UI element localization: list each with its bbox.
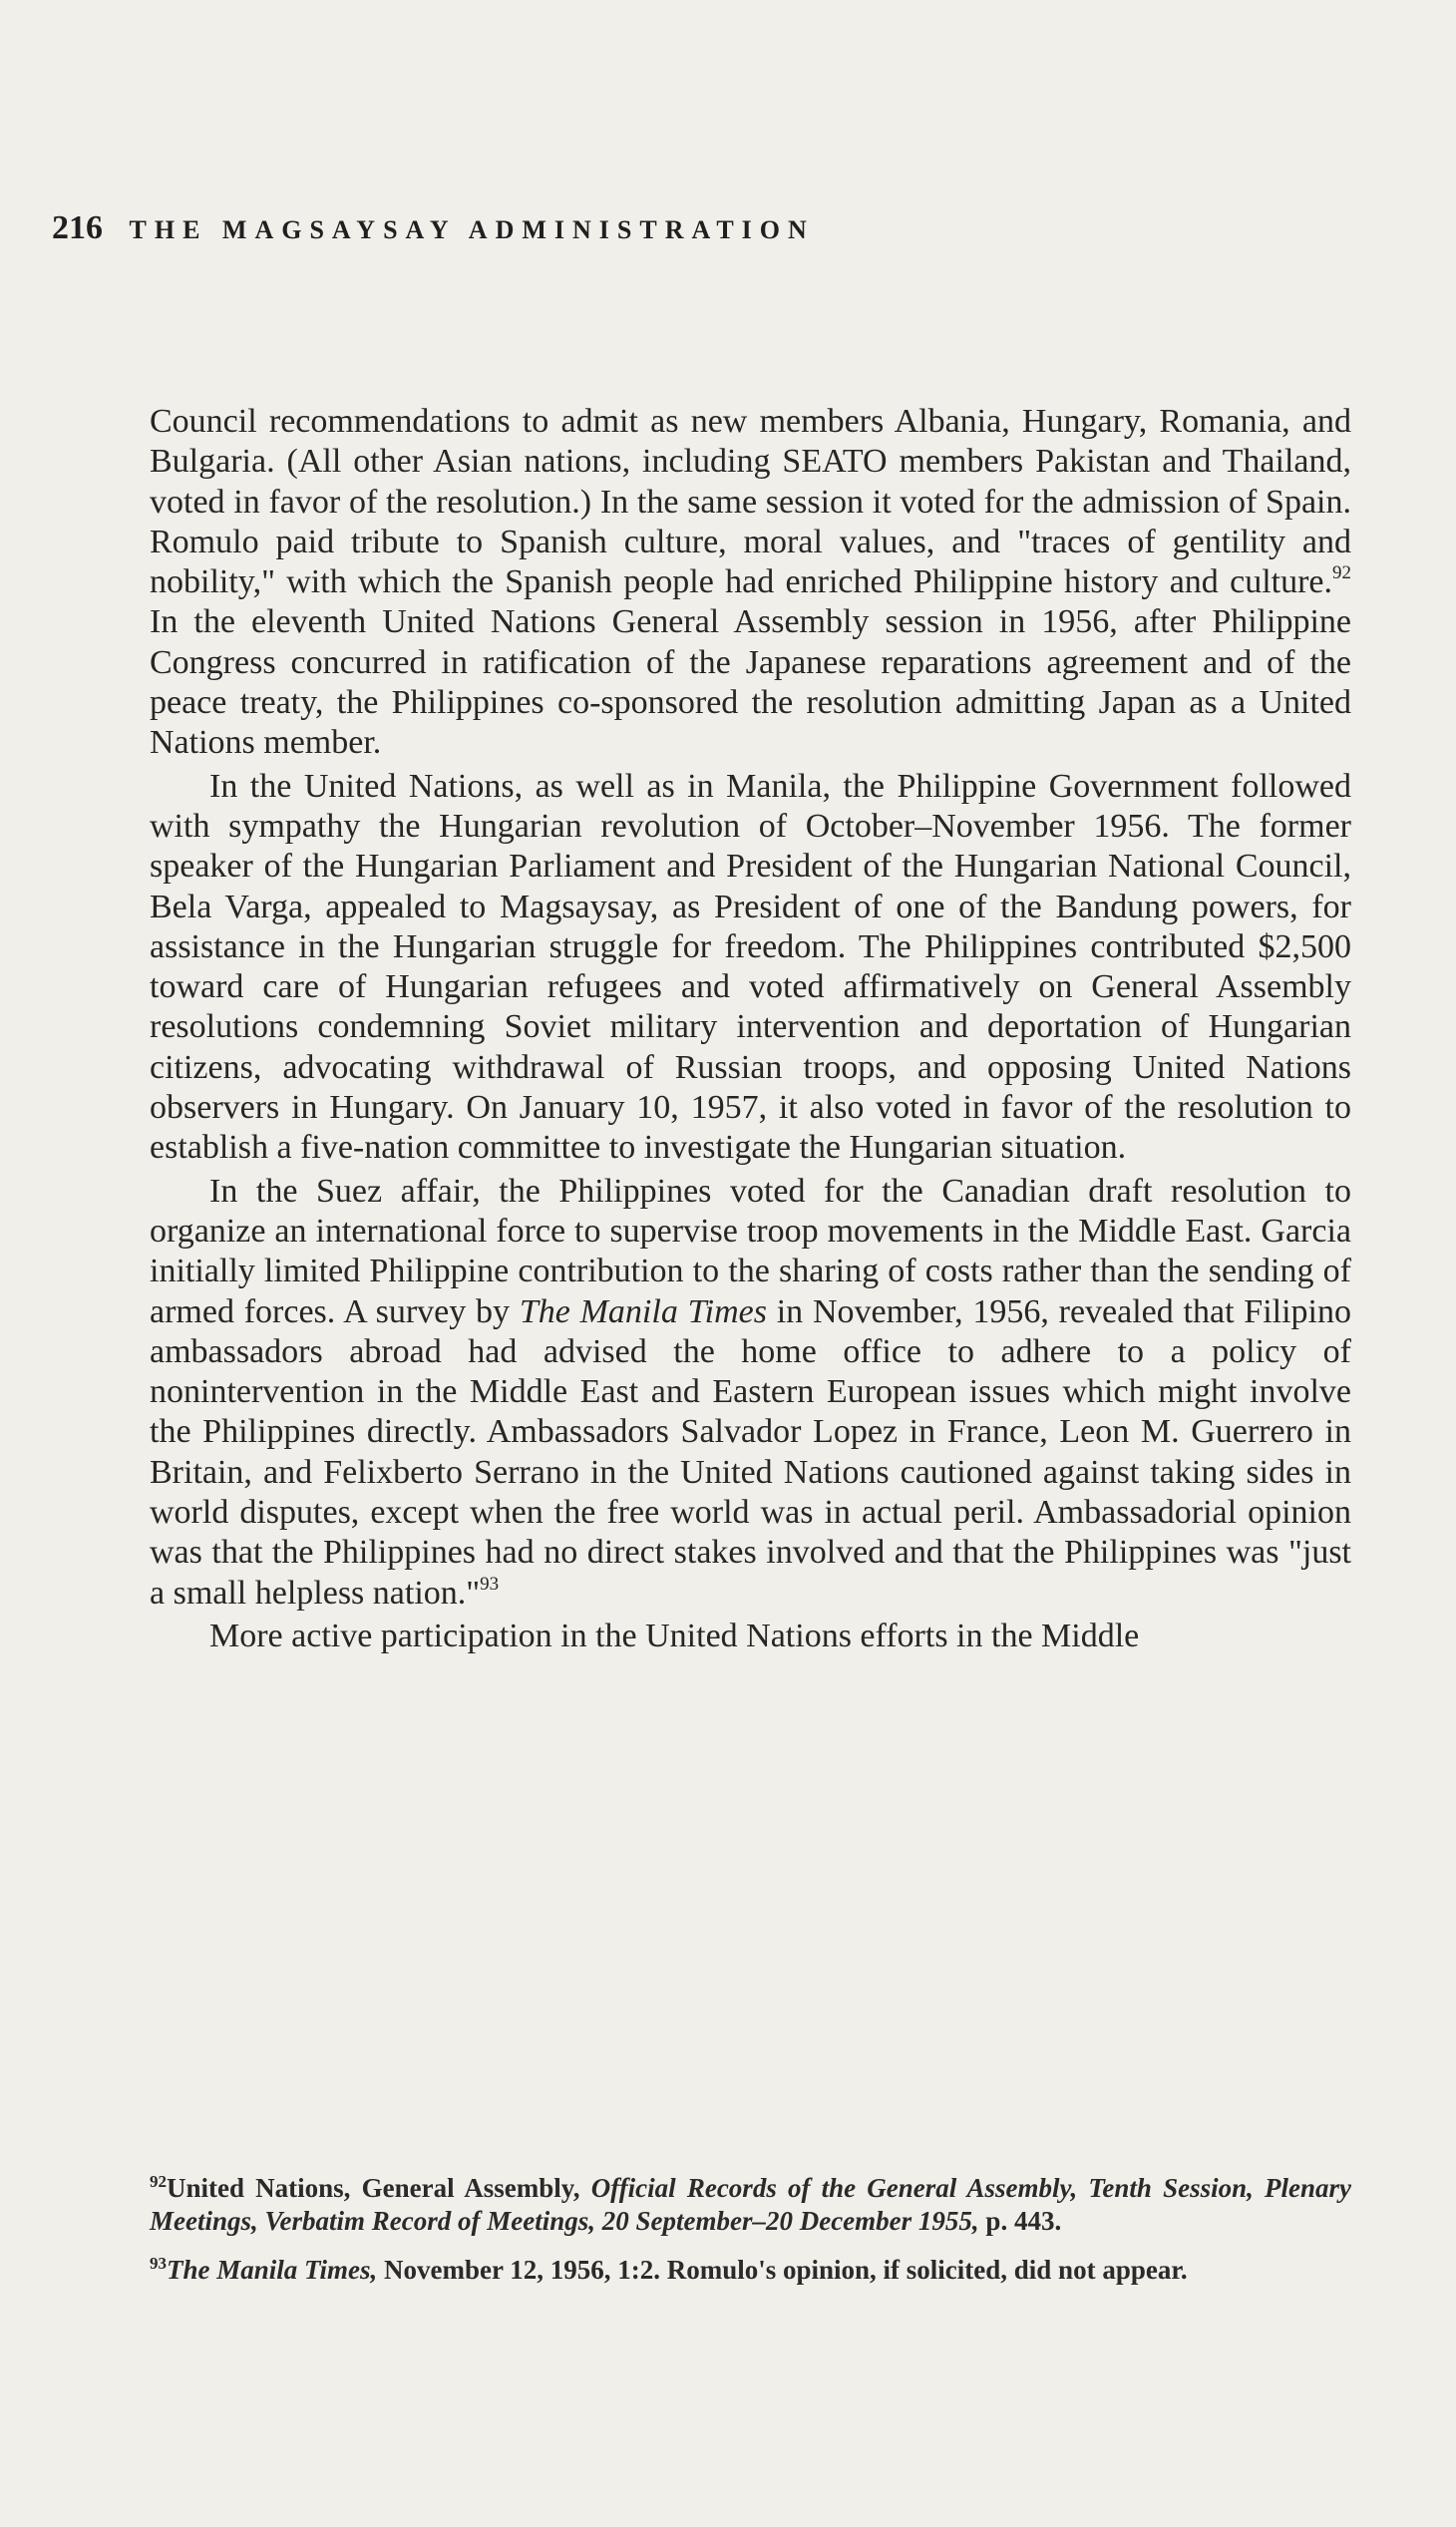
paragraph: In the United Nations, as well as in Manila, the Philippine Government followed with sympathy the Hungarian revolution of October–November 1956. The former speaker of the Hungarian Parliament and President of the Hungarian National Council, Bela Varga, appealed to Magsaysay, as President of one of the Bandung powers, for assistance in the Hungarian struggle for freedom. The Philippines contributed $2,500 toward care of Hungarian refugees and voted affirmatively on General Assembly resolutions condemning Soviet military intervention and deportation of Hungarian citizens, advocating withdrawal of Russian troops, and opposing United Nations observers in Hungary. On January 10, 1957, it also voted in favor of the resolution to establish a five-nation committee to investigate the Hungarian situation.	[150, 767, 1351, 1167]
running-head	[52, 209, 1348, 247]
italic-title: The Manila Times	[519, 1292, 767, 1330]
footnote-italic: The Manila Times,	[167, 2255, 378, 2285]
paragraph	[150, 1172, 1351, 1614]
footnote-text: p. 443.	[978, 2206, 1062, 2236]
paragraph-text: In the Suez affair, the Philippines voted for the Canadian draft resolution to organize an international force to supervise troop movements in the Middle East. Garcia initially limited Philippine contribution to the sharing of costs rather than the sending of armed forces. A survey by	[150, 1172, 1351, 1330]
paragraph-text: In the eleventh United Nations General Assembly session in 1956, after Philippine Congress concurred in ratification of the Japanese reparations agreement and of the peace treaty, the Philippines co-sponsored the resolution admitting Japan as a United Nations member.	[150, 603, 1351, 762]
paragraph	[150, 402, 1351, 764]
footnote-text: November 12, 1956, 1:2. Romulo's opinion, if solicited, did not appear.	[377, 2255, 1188, 2285]
footnote-ref: 92	[1332, 562, 1351, 584]
footnote-mark: 93	[150, 2254, 167, 2273]
footnote-text: United Nations, General Assembly,	[167, 2173, 591, 2203]
footnote	[150, 2254, 1351, 2287]
paragraph-text: in November, 1956, revealed that Filipino ambassadors abroad had advised the home office to adhere to a policy of nonintervention in the Middle East and Eastern European issues which might involve the Philippines directly. Ambassadors Salvador Lopez in France, Leon M. Guerrero in Britain, and Felixberto Serrano in the United Nations cautioned against taking sides in world disputes, except when the free world was in actual peril. Ambassadorial opinion was that the Philippines had no direct stakes involved and that the Philippines was "just a small helpless nation."	[150, 1292, 1351, 1612]
footnote-italic: Official Records of the General Assembly, Tenth Session, Plenary Meetings, Verbatim Record of Meetings, 20 September–20 December 1955,	[150, 2173, 1351, 2236]
paragraph: More active participation in the United Nations efforts in the Middle	[209, 1617, 1140, 1654]
footnote-ref: 93	[480, 1573, 500, 1595]
page-number: 216	[52, 209, 103, 246]
footnotes	[150, 2172, 1351, 2303]
body-text	[150, 402, 1351, 1656]
running-title: THE MAGSAYSAY ADMINISTRATION	[129, 215, 815, 244]
footnote-mark: 92	[150, 2172, 167, 2191]
footnote	[150, 2172, 1351, 2238]
paragraph-text: Council recommendations to admit as new members Albania, Hungary, Romania, and Bulgaria. (All other Asian nations, including SEATO members Pakistan and Thailand, voted in favor of the resolution.) In the same session it voted for the admission of Spain. Romulo paid tribute to Spanish culture, moral values, and "traces of gentility and nobility," with which the Spanish people had enriched Philippine history and culture.	[150, 403, 1351, 601]
